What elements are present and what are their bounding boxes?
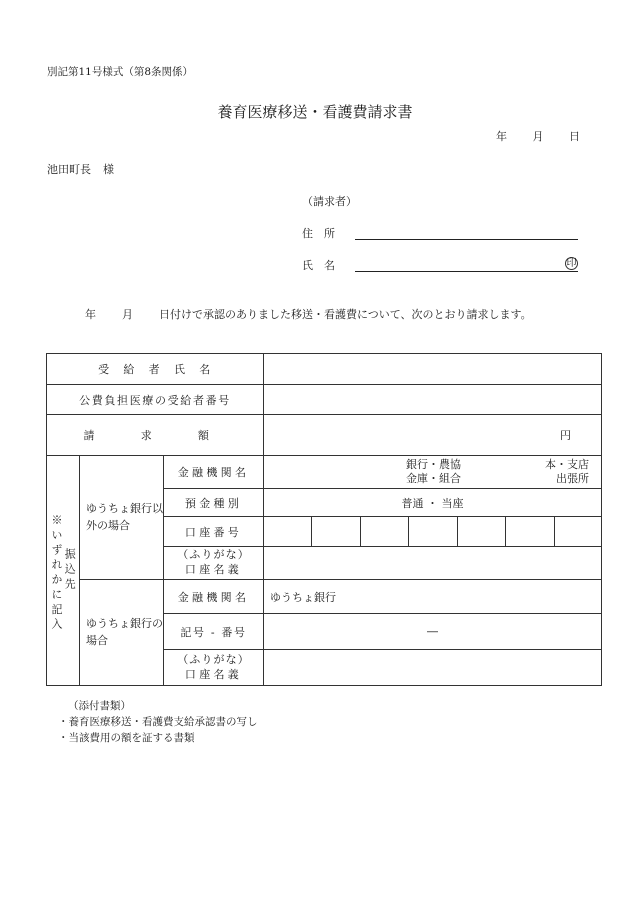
addressee-honorific: 様 [103,163,114,176]
date-line [474,128,580,144]
claim-table [46,353,602,686]
transfer-destination-cell [47,456,80,686]
institution-label: 金融機関名 [164,456,264,489]
date-month: 月 [532,130,544,143]
yucho-institution-label: 金融機関名 [164,580,264,614]
account-digit-3[interactable] [361,517,409,547]
addressee-name: 池田町長 [47,163,91,176]
account-digit-1[interactable] [264,517,312,547]
account-number-label: 口座番号 [164,517,264,547]
yucho-label: ゆうちょ銀行の場合 [80,580,164,686]
recipient-name-field[interactable] [264,354,602,385]
deposit-type-label: 預金種別 [164,489,264,517]
account-digit-5[interactable] [458,517,506,547]
account-digit-4[interactable] [409,517,458,547]
recipient-number-field[interactable] [264,385,602,415]
attachments [58,699,258,746]
non-yucho-label: ゆうちょ銀行以外の場合 [80,456,164,580]
yen-unit: 円 [560,429,572,442]
account-name-field[interactable] [264,547,602,580]
attachment-item: ・養育医療移送・看護費支給承認書の写し [58,715,258,728]
document-title: 養育医療移送・看護費請求書 [217,103,413,121]
request-year: 年 [85,308,96,321]
name-field[interactable] [355,271,578,272]
yucho-account-name-label: （ふりがな） 口座名義 [164,650,264,686]
address-field[interactable] [355,239,578,240]
deposit-type-field[interactable]: 普通 ・ 当座 [264,489,602,517]
request-text: 日付けで承認のありました移送・看護費について、次のとおり請求します。 [159,308,532,321]
request-month: 月 [122,308,133,321]
form-number-note: 別記第11号様式（第8条関係） [47,66,194,78]
attachments-heading: （添付書類） [68,700,131,712]
claimant-name-row [302,257,578,273]
date-year: 年 [496,130,507,143]
name-label: 氏 名 [302,259,335,272]
address-label: 住 所 [302,227,335,240]
account-digit-2[interactable] [312,517,361,547]
attachment-item: ・当該費用の額を証する書類 [58,731,195,744]
transfer-label: 振込先 ※いずれかに記入 [50,514,77,633]
amount-field[interactable] [264,415,602,456]
symbol-number-field[interactable]: ― [264,614,602,650]
branch-type-options: 本・支店 出張所 [545,458,590,486]
account-name-label: （ふりがな） 口座名義 [164,547,264,580]
yucho-institution-value: ゆうちょ銀行 [264,580,602,614]
claimant-address-row [302,225,578,241]
account-digit-6[interactable] [506,517,555,547]
claimant-label: （請求者） [302,195,357,208]
recipient-number-label: 公費負担医療の受給者番号 [47,385,264,415]
institution-field[interactable] [264,456,602,489]
seal-icon: 印 [566,258,577,269]
request-sentence [85,306,532,322]
yucho-account-name-field[interactable] [264,650,602,686]
date-day: 日 [569,130,580,143]
recipient-name-label: 受 給 者 氏 名 [47,354,264,385]
addressee [47,161,114,177]
amount-label: 請 求 額 [47,415,264,456]
transfer-note: ※いずれかに記入 [50,514,63,633]
symbol-number-label: 記号 - 番号 [164,614,264,650]
institution-type-options: 銀行・農協 金庫・組合 [406,458,462,486]
account-digit-7[interactable] [555,517,602,547]
